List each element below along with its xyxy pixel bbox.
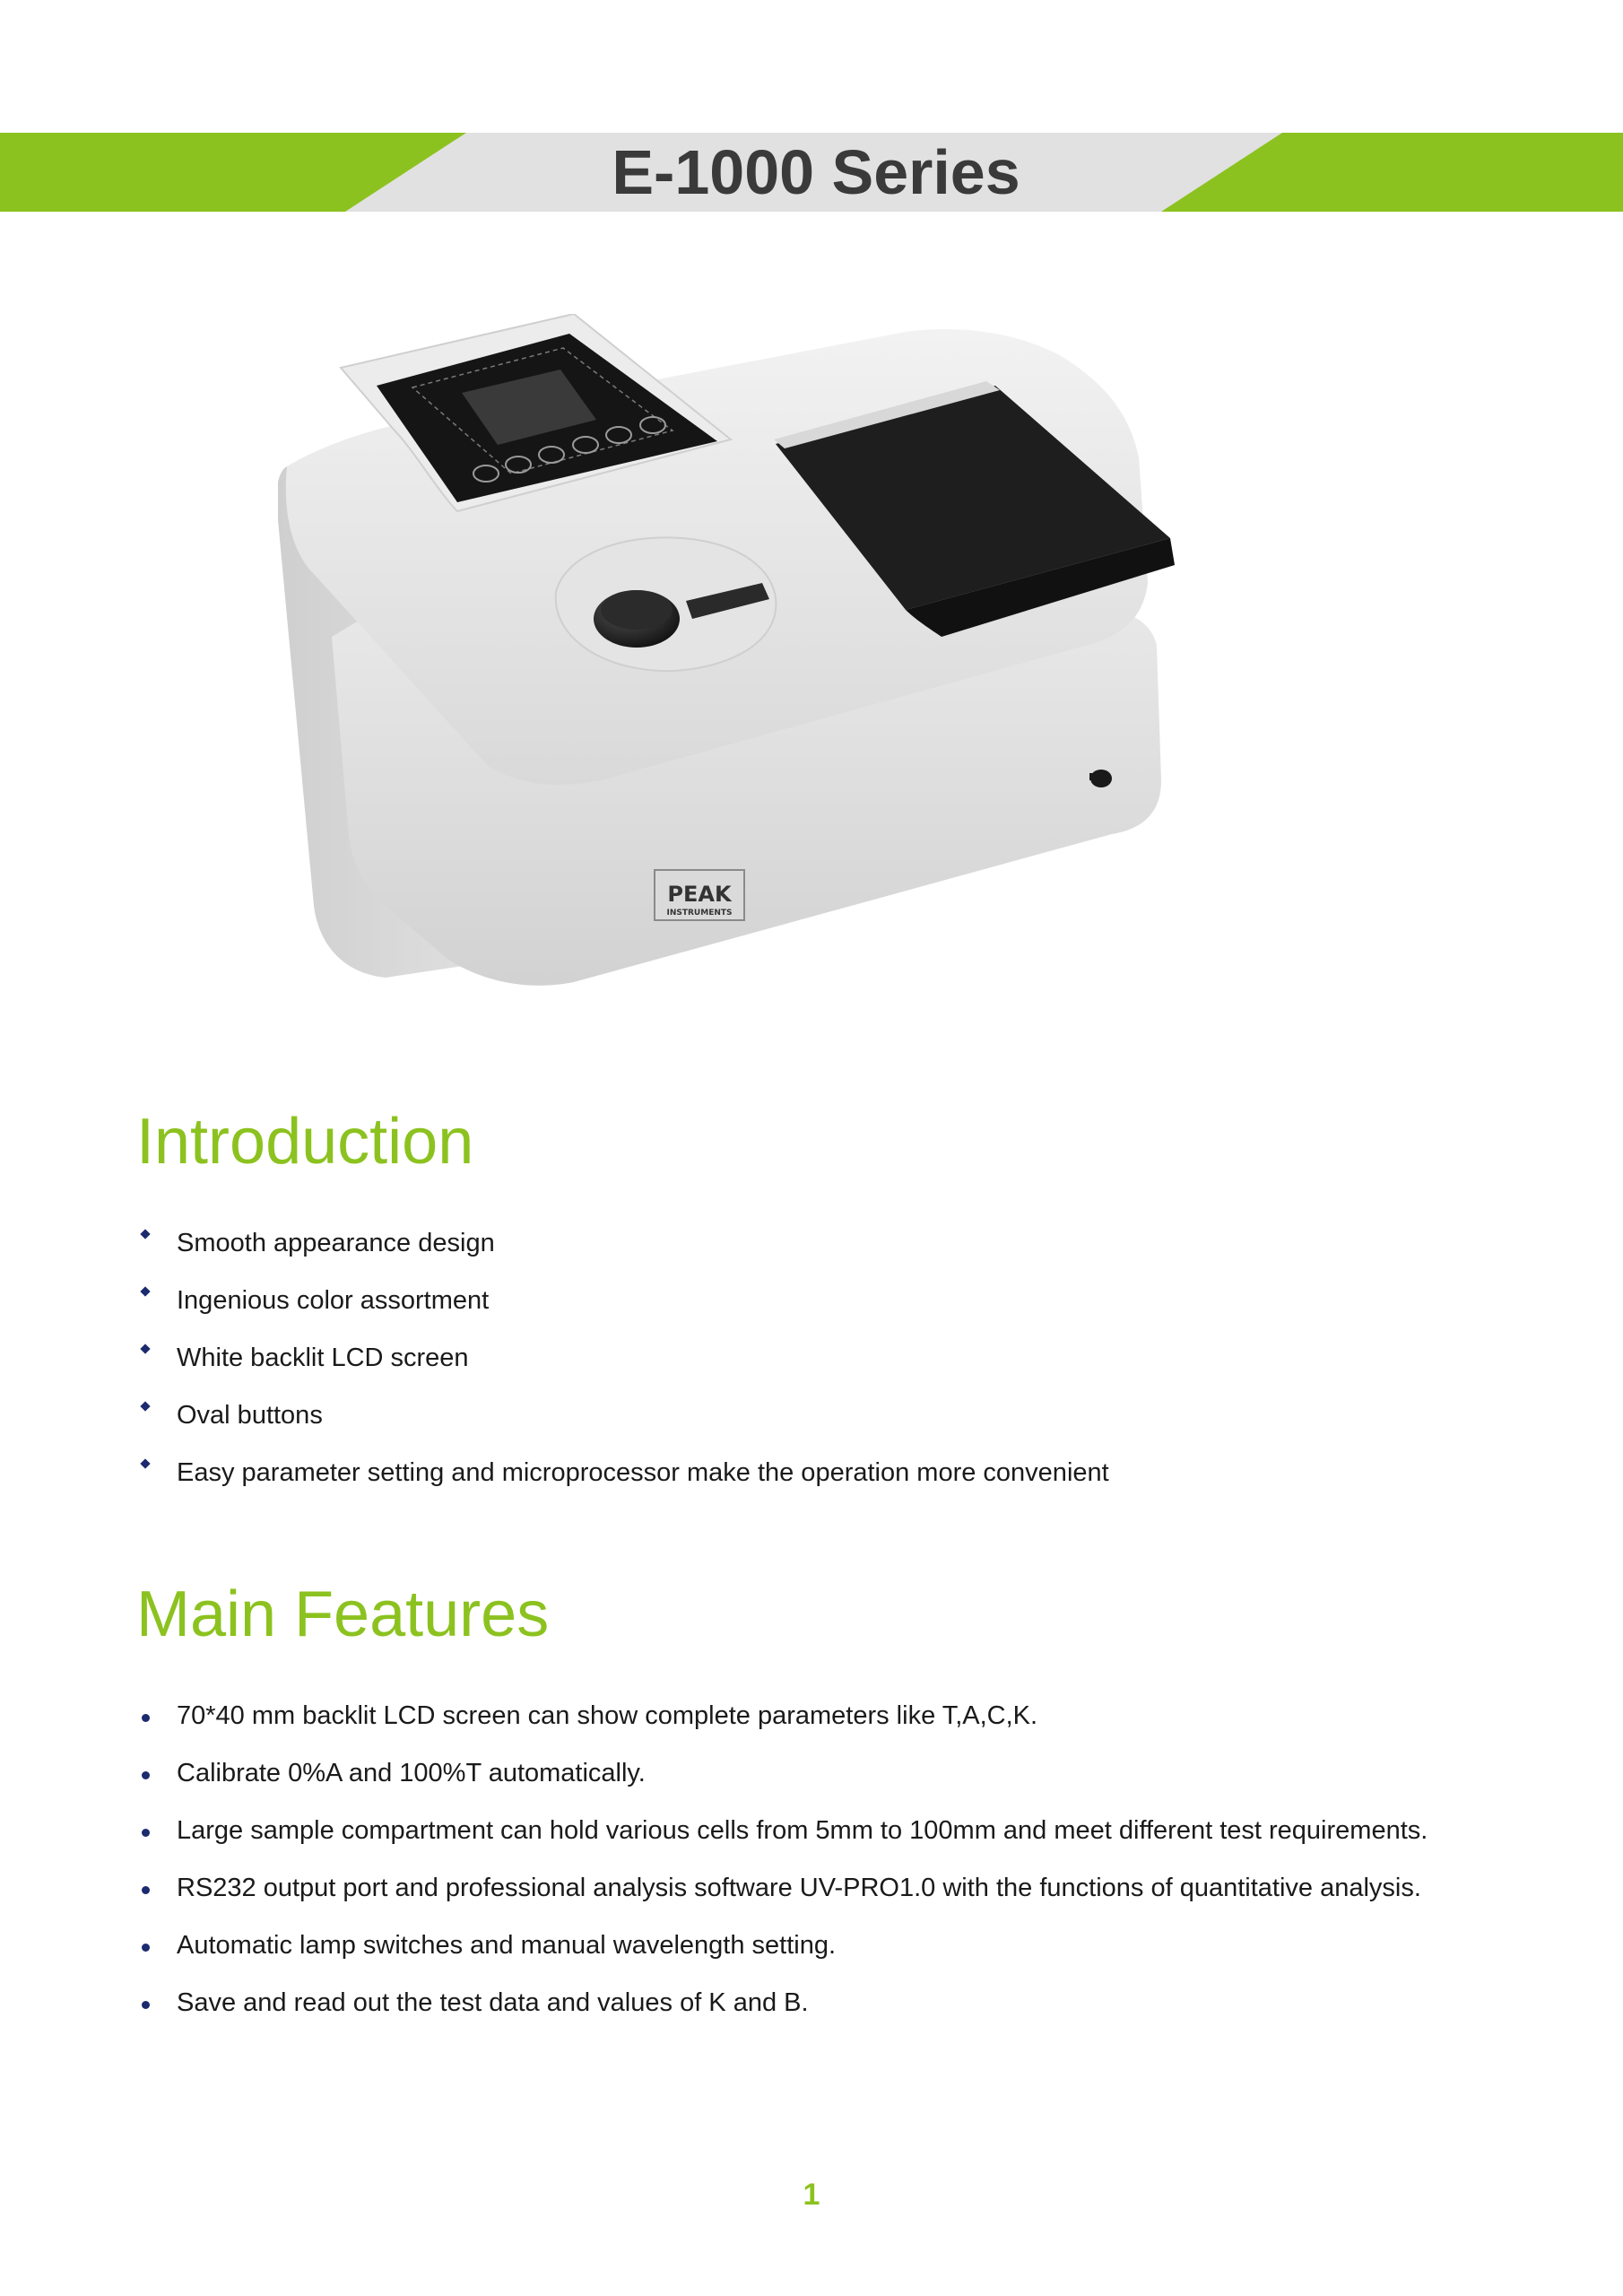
list-item-text: RS232 output port and professional analysis software UV-PRO1.0 with the functions of quantitative analysis.	[177, 1874, 1421, 1902]
diamond-bullet-icon	[140, 1286, 150, 1296]
page-title: E-1000 Series	[612, 137, 1020, 207]
list-item-text: Ingenious color assortment	[177, 1286, 490, 1315]
dot-bullet-icon	[142, 1829, 150, 1837]
list-item-text: White backlit LCD screen	[177, 1344, 469, 1372]
page-number: 1	[803, 2178, 820, 2212]
list-item-text: Easy parameter setting and microprocessor make the operation more convenient	[177, 1458, 1109, 1487]
dot-bullet-icon	[142, 1714, 150, 1722]
title-banner	[0, 133, 1623, 212]
logo-text: PEAK	[667, 882, 732, 907]
diamond-bullet-icon	[140, 1458, 150, 1468]
diamond-bullet-icon	[140, 1229, 150, 1239]
product-image	[278, 314, 1309, 987]
spectrophotometer-illustration	[278, 314, 1309, 987]
diamond-bullet-icon	[140, 1401, 150, 1411]
main-features-heading: Main Features	[136, 1578, 550, 1650]
introduction-heading: Introduction	[136, 1106, 474, 1178]
list-item-text: Smooth appearance design	[177, 1229, 495, 1257]
list-item-text: Calibrate 0%A and 100%T automatically.	[177, 1759, 646, 1787]
list-item-text: Save and read out the test data and values of K and B.	[177, 1988, 809, 2017]
dot-bullet-icon	[142, 2001, 150, 2009]
list-item-text: 70*40 mm backlit LCD screen can show complete parameters like T,A,C,K.	[177, 1701, 1038, 1730]
logo-subtext: INSTRUMENTS	[666, 909, 733, 918]
list-item-text: Large sample compartment can hold various cells from 5mm to 100mm and meet different test requirements.	[177, 1816, 1428, 1845]
dot-bullet-icon	[142, 1944, 150, 1952]
diamond-bullet-icon	[140, 1344, 150, 1353]
list-item-text: Automatic lamp switches and manual wavelength setting.	[177, 1931, 837, 1960]
dot-bullet-icon	[142, 1886, 150, 1894]
dot-bullet-icon	[142, 1771, 150, 1779]
list-item-text: Oval buttons	[177, 1401, 323, 1430]
